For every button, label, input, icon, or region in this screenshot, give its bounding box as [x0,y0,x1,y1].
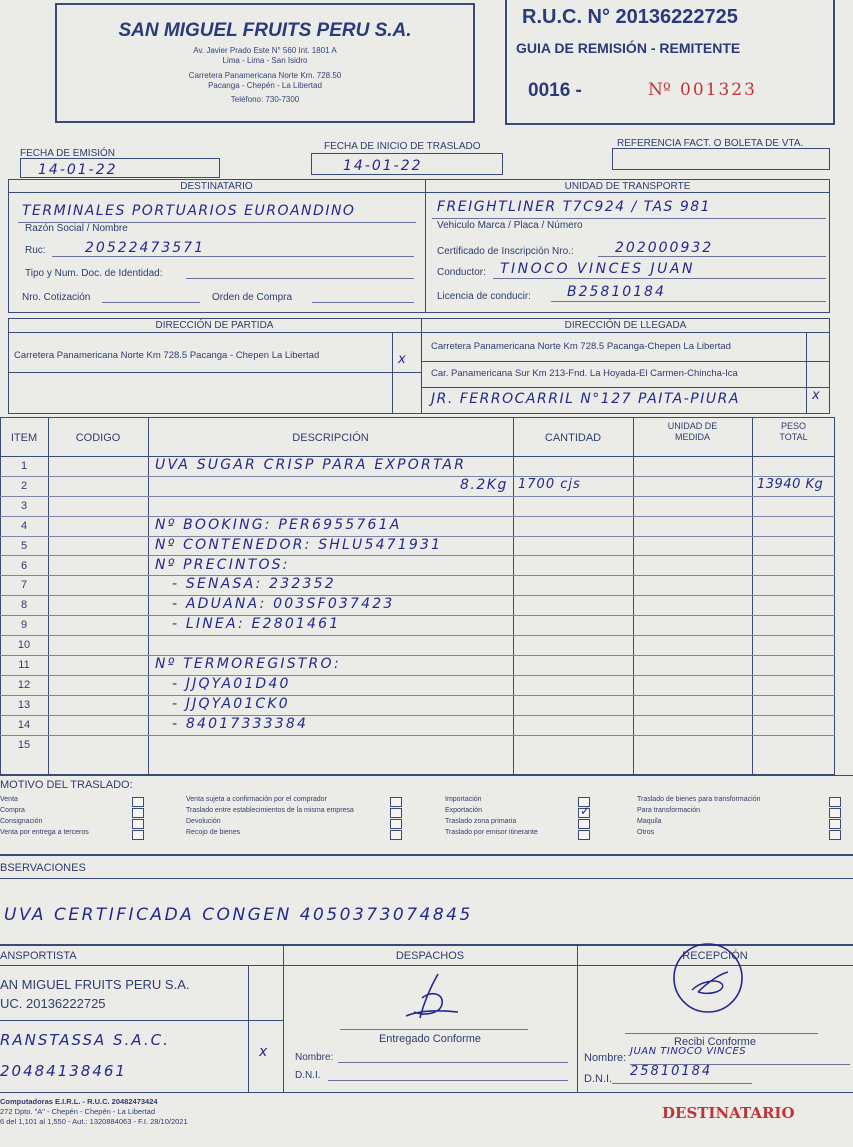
item-description: - JJQYA01D40 [172,675,291,692]
motivo-col4-checkbox[interactable] [829,797,841,807]
company-address-1: Av. Javier Prado Este N° 560 Int. 1801 A [193,46,337,55]
ruc-line [52,256,414,257]
address-header-line [8,332,830,333]
destinatario-header: DESTINATARIO [180,181,253,192]
item-description: Nº PRECINTOS: [155,556,290,573]
conductor-label: Conductor: [437,267,486,278]
recepcion-dni-label: D.N.I. [584,1073,613,1085]
item-number: 8 [20,599,28,612]
conductor-line [493,278,826,279]
recepcion-stamp [668,938,748,1018]
printer-line-2: 272 Dpto. "A" - Chepén - Chepén - La Libertad [0,1107,156,1116]
motivo-col2-checkbox[interactable] [390,808,402,818]
receiver-name: JUAN TINOCO VINCES [630,1046,747,1057]
motivo-col4-checkbox[interactable] [829,830,841,840]
col-unidad-header-1: UNIDAD DE [667,421,718,431]
item-description: - JJQYA01CK0 [172,695,290,712]
col-cantidad-header: CANTIDAD [544,432,602,444]
despachos-dni-label: D.N.I. [295,1070,321,1081]
llegada-mark: x [812,388,822,403]
recepcion-dni-line [612,1083,752,1084]
table-row [0,575,835,595]
razon-social-value: TERMINALES PORTUARIOS EUROANDINO [22,203,356,219]
doc-ruc: R.U.C. N° 20136222725 [522,6,738,28]
item-weight: 13940 Kg [757,476,824,492]
motivo-header: MOTIVO DEL TRASLADO: [0,779,133,791]
item-number: 12 [17,678,31,691]
vehiculo-line [432,218,826,219]
recibi-line [625,1033,818,1034]
item-description: UVA SUGAR CRISP PARA EXPORTAR [155,457,467,473]
partida-header: DIRECCIÓN DE PARTIDA [155,320,274,331]
item-number: 2 [20,479,28,492]
item-description: - LINEA: E2801461 [172,616,341,633]
llegada-row-2 [421,387,830,388]
orden-compra-line [312,302,414,303]
partida-mark: x [398,352,408,367]
entregado-label: Entregado Conforme [378,1033,482,1045]
licencia-line [551,301,826,302]
recepcion-nombre-label: Nombre: [584,1052,627,1064]
company-address-4: Pacanga - Chepén - La Libertad [208,81,322,90]
doc-type: GUIA DE REMISIÓN - REMITENTE [516,40,741,56]
receiver-dni: 25810184 [630,1064,713,1079]
trans2-ruc: 20484138461 [0,1062,127,1080]
llegada-header: DIRECCIÓN DE LLEGADA [564,320,687,331]
motivo-col4-label: Maquila [637,818,662,825]
table-row [0,476,835,496]
motivo-col2-label: Venta sujeta a confirmación por el comprador [186,796,327,803]
motivo-col3-checkbox[interactable] [578,830,590,840]
company-name: SAN MIGUEL FRUITS PERU S.A. [118,20,412,41]
orden-compra-label: Orden de Compra [212,292,293,303]
llegada-address-1: Carretera Panamericana Norte Km 728.5 Pacanga-Chepen La Libertad [431,341,731,352]
trans2-name: RANSTASSA S.A.C. [0,1031,170,1049]
fecha-traslado-value: 14-01-22 [343,158,423,174]
footer-trans-subcol [248,965,249,1093]
copy-label: DESTINATARIO [662,1104,795,1122]
party-header-line [8,192,830,193]
llegada-row-1 [421,361,830,362]
despachos-dni-line [328,1080,568,1081]
motivo-col3-checkbox[interactable] [578,804,591,818]
transportista-name: AN MIGUEL FRUITS PERU S.A. [0,977,190,992]
doc-number: 001323 [680,80,757,100]
export-check-mark: ✓ [580,804,591,818]
item-number: 15 [17,738,31,751]
item-number: 11 [18,659,30,671]
table-row [0,695,835,715]
motivo-col1-label: Compra [0,807,25,814]
item-description: Nº TERMOREGISTRO: [155,656,341,672]
cotizacion-line [102,302,200,303]
footer-divider-2 [577,945,578,1093]
transporte-header: UNIDAD DE TRANSPORTE [564,181,691,192]
entregado-line [340,1029,528,1030]
referencia-label: REFERENCIA FACT. O BOLETA DE VTA. [617,138,804,149]
motivo-col3-checkbox[interactable] [578,819,590,829]
conductor-value: TINOCO VINCES JUAN [500,261,695,277]
company-address-2: Lima - Lima - San Isidro [222,56,308,65]
table-row [0,615,835,635]
table-row [0,516,835,536]
motivo-col1-checkbox[interactable] [132,819,144,829]
partida-row-1 [8,372,421,373]
observaciones-header: BSERVACIONES [0,862,86,874]
motivo-col2-checkbox[interactable] [390,819,402,829]
table-row [0,536,835,556]
llegada-address-3: JR. FERROCARRIL N°127 PAITA-PIURA [431,391,740,407]
llegada-mark-col [806,332,807,414]
table-row [0,655,835,675]
printer-line-1: Computadoras E.I.R.L. - R.U.C. 20482473424 [0,1097,158,1106]
table-row [0,556,835,576]
vehiculo-value: FREIGHTLINER T7C924 / TAS 981 [437,199,712,215]
item-description: Nº CONTENEDOR: SHLU5471931 [155,536,443,553]
motivo-col4-checkbox[interactable] [829,819,841,829]
motivo-col3-label: Exportación [445,807,482,814]
observaciones-header-line [0,878,853,879]
tipo-doc-line [186,278,414,279]
printer-line-3: 6 del 1,101 al 1,550 - Aut.: 1320884063 - F.I. 28/10/2021 [0,1117,188,1126]
cotizacion-label: Nro. Cotización [22,292,91,303]
item-number: 4 [20,519,28,532]
certificado-line [598,256,826,257]
despachos-signature [400,968,470,1030]
footer-divider-1 [283,945,284,1093]
motivo-col2-label: Recojo de bienes [186,829,241,836]
motivo-col1-label: Venta [0,796,18,803]
item-number: 9 [20,619,28,632]
table-row [0,496,835,516]
item-description: 8.2Kg [460,476,508,493]
certificado-value: 202000932 [615,240,714,256]
party-divider [425,179,426,313]
doc-series: 0016 - [528,80,582,101]
observaciones-block [0,855,853,945]
motivo-col4-label: Otros [637,829,655,836]
doc-number-prefix: Nº [648,80,671,100]
address-divider [421,318,422,414]
footer-trans-line [0,1020,283,1021]
fecha-emision-value: 14-01-22 [38,162,118,178]
despachos-nombre-label: Nombre: [295,1052,334,1063]
motivo-col1-checkbox[interactable] [132,830,144,840]
col-peso-header-2: TOTAL [779,432,808,442]
motivo-col2-label: Devolución [186,818,221,825]
table-row [0,635,835,655]
item-number: 1 [20,460,28,472]
item-number: 5 [20,539,28,552]
item-number: 13 [17,698,31,711]
item-number: 6 [20,559,28,572]
item-number: 7 [20,579,28,592]
referencia-field [612,148,830,170]
motivo-col1-label: Consignación [0,818,43,825]
col-unidad-header-2: MEDIDA [674,432,710,442]
table-row [0,675,835,695]
motivo-col3-label: Importación [445,796,482,803]
col-item-header: ITEM [10,432,38,444]
observaciones-value: UVA CERTIFICADA CONGEN 4050373074845 [4,905,473,925]
licencia-label: Licencia de conducir: [437,291,531,302]
motivo-col3-label: Traslado por emisor itinerante [445,829,538,836]
col-descripcion-header: DESCRIPCIÓN [292,432,369,444]
trans2-mark: x [259,1044,270,1060]
razon-social-label: Razón Social / Nombre [25,223,128,234]
recepcion-header: RECEPCIÓN [682,950,748,962]
motivo-col4-label: Traslado de bienes para transformación [637,796,761,803]
motivo-col1-checkbox[interactable] [132,797,144,807]
motivo-col1-label: Venta por entrega a terceros [0,829,89,836]
item-description: Nº BOOKING: PER6955761A [155,516,402,533]
company-address-3: Carretera Panamericana Norte Km. 728.50 [188,71,342,80]
certificado-label: Certificado de Inscripción Nro.: [437,246,574,257]
col-codigo-header: CODIGO [75,432,121,444]
motivo-col3-label: Traslado zona primaria [445,818,517,825]
motivo-col2-checkbox[interactable] [390,797,402,807]
item-description: - ADUANA: 003SF037423 [172,596,395,613]
despachos-nombre-line [338,1062,568,1063]
motivo-col2-label: Traslado entre establecimientos de la misma empresa [186,807,354,814]
licencia-value: B25810184 [567,284,666,300]
motivo-col4-label: Para transformación [637,807,701,814]
llegada-address-2: Car. Panamericana Sur Km 213-Fnd. La Hoyada-El Carmen-Chincha-Ica [431,368,738,379]
table-row [0,735,835,755]
despachos-header: DESPACHOS [395,950,465,962]
item-description: - 84017333384 [172,715,309,732]
motivo-col1-checkbox[interactable] [132,808,144,818]
vehiculo-label: Vehiculo Marca / Placa / Número [437,220,583,231]
fecha-emision-label: FECHA DE EMISIÓN [20,148,116,159]
item-number: 10 [17,639,31,652]
item-description: - SENASA: 232352 [172,576,336,593]
item-number: 3 [20,499,28,512]
table-row [0,595,835,615]
transportista-header: ANSPORTISTA [0,950,77,962]
ruc-label: Ruc: [25,245,46,256]
partida-address: Carretera Panamericana Norte Km 728.5 Pacanga - Chepen La Libertad [14,350,320,361]
tipo-doc-label: Tipo y Num. Doc. de Identidad: [25,268,163,279]
recibi-label: Recibi Conforme [674,1036,756,1048]
company-phone: Teléfono: 730-7300 [230,95,300,104]
fecha-traslado-label: FECHA DE INICIO DE TRASLADO [324,141,481,152]
item-number: 14 [17,718,31,731]
table-row [0,715,835,735]
ruc-value: 20522473571 [85,240,205,256]
transportista-ruc: UC. 20136222725 [0,996,106,1011]
col-peso-header-1: PESO [780,421,806,431]
motivo-col4-checkbox[interactable] [829,808,841,818]
table-row [0,456,835,476]
motivo-col2-checkbox[interactable] [390,830,402,840]
item-quantity: 1700 cjs [518,476,581,492]
